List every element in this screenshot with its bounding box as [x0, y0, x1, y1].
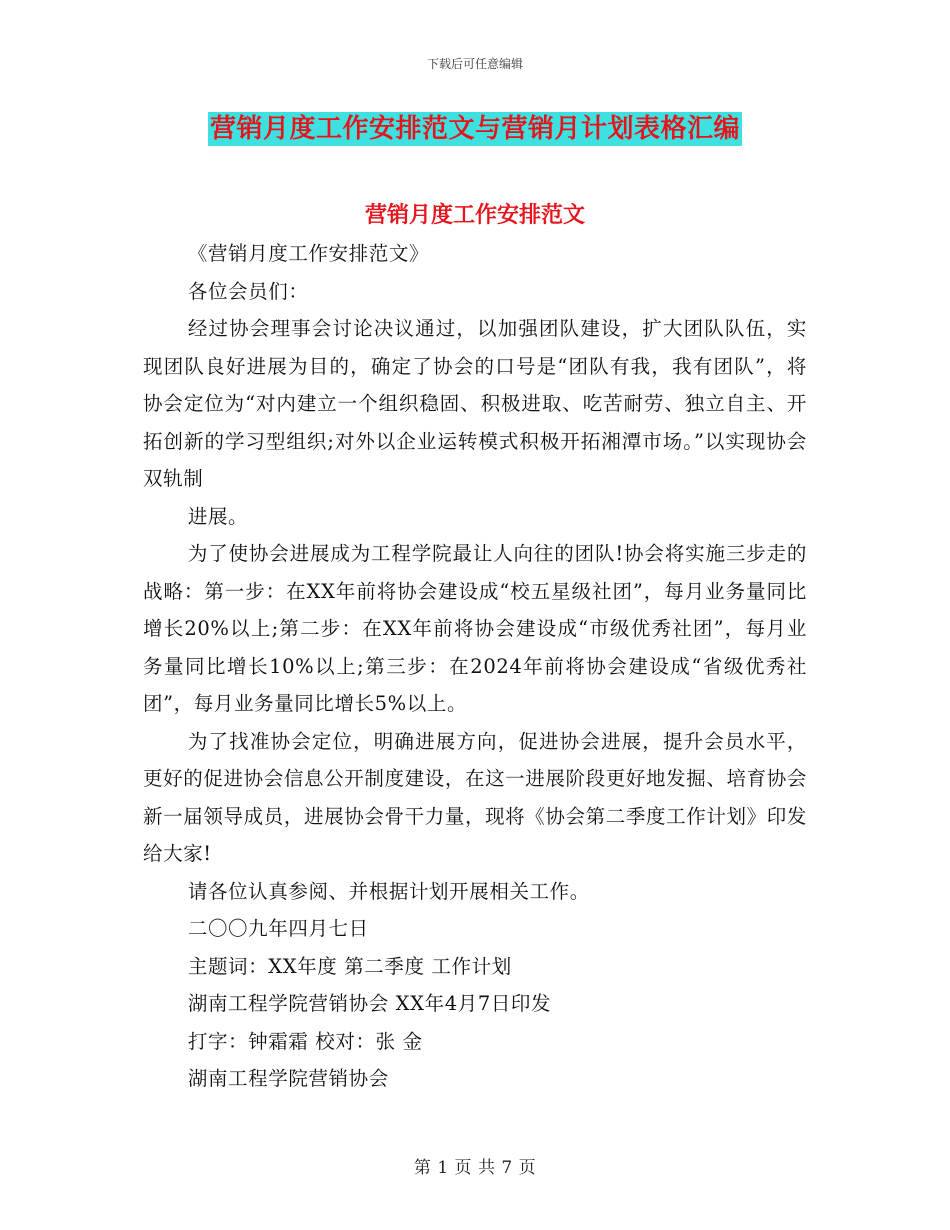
paragraph-request: 请各位认真参阅、并根据计划开展相关工作。	[187, 879, 590, 903]
paragraph-book-title: 《营销月度工作安排范文》	[187, 242, 430, 265]
main-title-container	[0, 112, 950, 146]
sub-title: 营销月度工作安排范文	[364, 202, 585, 228]
paragraph-typist: 打字：钟霜霜 校对：张 金	[187, 1029, 423, 1053]
paragraph-intro: 经过协会理事会讨论决议通过，以加强团队建设，扩大团队队伍，实现团队良好进展为目的，确定了协会的口号是“团队有我，我有团队”，将协会定位为“对内建立一个组织稳固、积极进取、吃苦耐劳、独立自主、开拓创新的学习型组织;对外以企业运转模式积极开拓湘潭市场。”以实现协会双轨制	[143, 317, 807, 490]
paragraph-purpose: 为了找准协会定位，明确进展方向，促进协会进展，提升会员水平，更好的促进协会信息公开制度建设，在这一进展阶段更好地发掘、培育协会新一届领导成员，进展协会骨干力量，现将《协会第二季度工作计划》印发给大家!	[143, 729, 807, 865]
paragraph-intro-end: 进展。	[187, 504, 249, 528]
page-footer: 第 1 页 共 7 页	[413, 1158, 537, 1178]
paragraph-date: 二〇〇九年四月七日	[187, 917, 369, 940]
paragraph-salutation: 各位会员们：	[187, 279, 309, 303]
paragraph-issuer: 湖南工程学院营销协会 XX年4月7日印发	[187, 992, 552, 1015]
paragraph-keywords: 主题词：XX年度 第二季度 工作计划	[187, 954, 512, 978]
main-title: 营销月度工作安排范文与营销月计划表格汇编	[209, 114, 740, 144]
header-note: 下载后可任意编辑	[426, 57, 523, 71]
paragraph-association: 湖南工程学院营销协会	[187, 1067, 389, 1090]
document-body	[143, 223, 807, 1098]
paragraph-strategy: 为了使协会进展成为工程学院最让人向往的团队!协会将实施三步走的战略：第一步：在XX年前将协会建设成“校五星级社团”，每月业务量同比增长20%以上;第二步：在XX年前将协会建设成“市级优秀社团”，每月业务量同比增长10%以上;第三步：在2024年前将协会建设成“省级优秀社团”，每月业务量同比增长5%以上。	[143, 542, 807, 715]
